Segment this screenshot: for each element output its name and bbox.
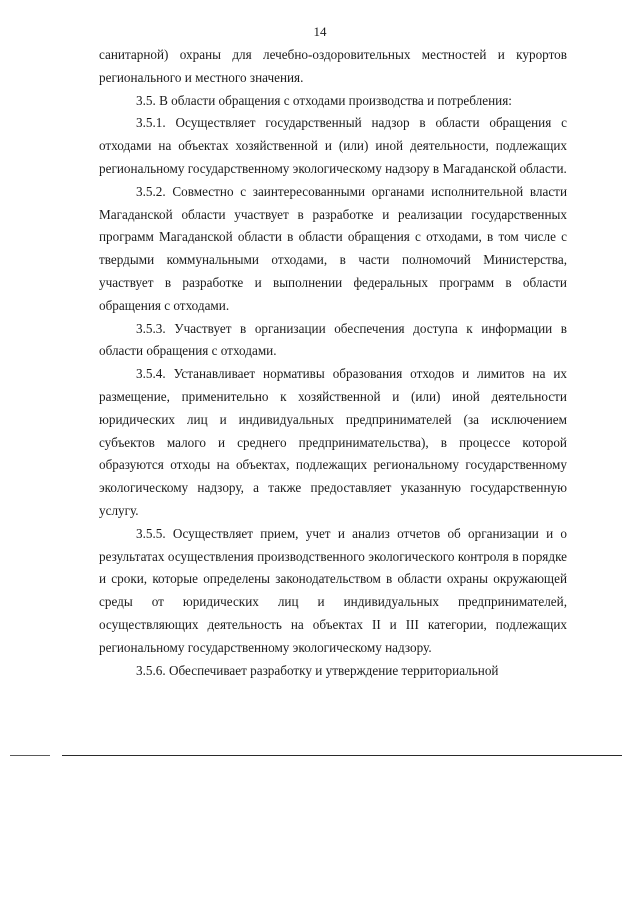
paragraph-3-5-5: 3.5.5. Осуществляет прием, учет и анализ отчетов об организации и о результатах осуществления производственного экологического контроля в порядке и сроки, которые определены законодательством в области охраны окружающей среды от юридических лиц и индивидуальных предпринимателей, осуществляющих деятельность на объектах II и III категории, подлежащих региональному государственному экологическому надзору. — [99, 525, 567, 655]
document-body — [99, 44, 567, 682]
page-number: 14 — [313, 24, 327, 39]
paragraph-3-5-6: 3.5.6. Обеспечивает разработку и утверждение территориальной — [136, 662, 499, 678]
paragraph-3-5-1: 3.5.1. Осуществляет государственный надзор в области обращения с отходами на объектах хозяйственной и (или) иной деятельности, подлежащих региональному государственному экологическому надзору в Магаданской области. — [99, 115, 567, 176]
paragraph-3-5-2: 3.5.2. Совместно с заинтересованными органами исполнительной власти Магаданской области участвует в разработке и реализации государственных программ Магаданской области в области обращения с отходами, в том числе с твердыми коммунальными отходами, в части полномочий Министерства, участвует в разработке и выполнении федеральных программ в области обращения с отходами. — [99, 183, 567, 313]
paragraph-continuation: санитарной) охраны для лечебно-оздоровительных местностей и курортов регионального и местного значения. — [99, 47, 567, 85]
paragraph-3-5: 3.5. В области обращения с отходами производства и потребления: — [136, 92, 512, 108]
footer-rule — [62, 755, 622, 756]
paragraph-3-5-4: 3.5.4. Устанавливает нормативы образования отходов и лимитов на их размещение, применительно к хозяйственной и (или) иной деятельности юридических лиц и индивидуальных предпринимателей (за исключением субъектов малого и среднего предпринимательства), в процессе которой образуются отходы на объектах, подлежащих региональному государственному экологическому надзору, а также предоставляет указанную государственную услугу. — [99, 366, 567, 518]
paragraph-3-5-3: 3.5.3. Участвует в организации обеспечения доступа к информации в области обращения с отходами. — [99, 320, 567, 359]
footer-rule-left — [10, 755, 50, 756]
